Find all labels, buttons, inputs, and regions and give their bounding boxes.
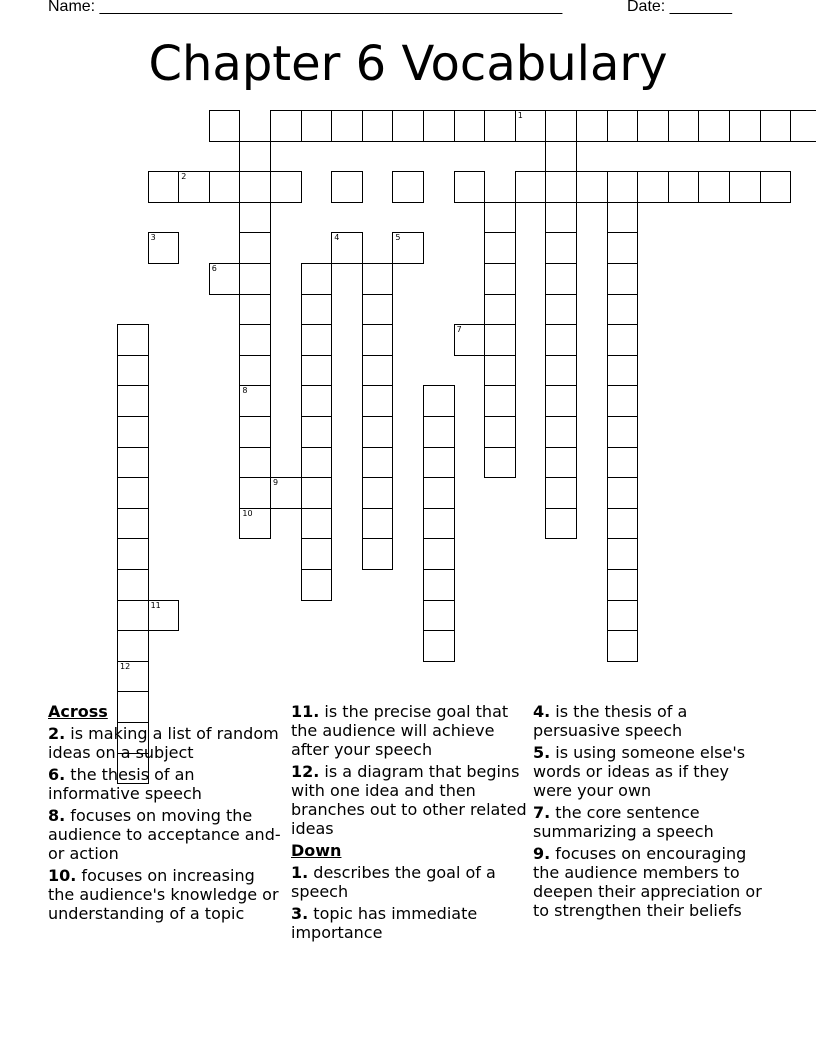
- grid-cell[interactable]: [301, 508, 333, 540]
- grid-cell[interactable]: [607, 263, 639, 295]
- grid-cell[interactable]: [362, 447, 394, 479]
- grid-cell[interactable]: [392, 171, 424, 203]
- grid-cell[interactable]: [515, 110, 547, 142]
- grid-cell[interactable]: [209, 171, 241, 203]
- grid-cell[interactable]: [607, 508, 639, 540]
- grid-cell[interactable]: [607, 110, 639, 142]
- grid-cell[interactable]: [239, 263, 271, 295]
- clue-across-8: 8. focuses on moving the audience to acceptance and-or action: [48, 806, 281, 863]
- grid-cell[interactable]: [301, 385, 333, 417]
- grid-cell[interactable]: [454, 110, 486, 142]
- clue-number: 7: [456, 325, 462, 335]
- grid-cell[interactable]: [607, 600, 639, 632]
- grid-cell[interactable]: [698, 171, 730, 203]
- grid-cell[interactable]: [545, 477, 577, 509]
- grid-cell[interactable]: [423, 477, 455, 509]
- grid-cell[interactable]: [545, 294, 577, 326]
- grid-cell[interactable]: [301, 538, 333, 570]
- grid-cell[interactable]: [423, 538, 455, 570]
- down-heading: Down: [291, 841, 342, 860]
- grid-cell[interactable]: [454, 171, 486, 203]
- grid-cell[interactable]: [760, 171, 792, 203]
- clue-down-1: 1. describes the goal of a speech: [291, 863, 496, 901]
- grid-cell[interactable]: [117, 385, 149, 417]
- grid-cell[interactable]: [392, 232, 424, 264]
- grid-cell[interactable]: [729, 110, 761, 142]
- clue-down-7: 7. the core sentence summarizing a speech: [533, 803, 714, 841]
- clue-number: 8: [242, 386, 248, 396]
- grid-cell[interactable]: [239, 294, 271, 326]
- grid-cell[interactable]: [362, 416, 394, 448]
- grid-cell[interactable]: [148, 171, 180, 203]
- clue-down-9: 9. focuses on encouraging the audience members to deepen their appreciation or to strengthen their beliefs: [533, 844, 762, 920]
- clue-across-6: 6. the thesis of an informative speech: [48, 765, 202, 803]
- grid-cell[interactable]: [484, 294, 516, 326]
- grid-cell[interactable]: [484, 355, 516, 387]
- grid-cell[interactable]: [545, 416, 577, 448]
- clue-down-4: 4. is the thesis of a persuasive speech: [533, 702, 688, 740]
- grid-cell[interactable]: [484, 263, 516, 295]
- grid-cell[interactable]: [607, 538, 639, 570]
- grid-cell[interactable]: [607, 416, 639, 448]
- grid-cell[interactable]: [362, 477, 394, 509]
- clue-number: 6: [211, 264, 217, 273]
- clue-column-1: [48, 702, 284, 926]
- clue-number: 3: [150, 233, 156, 243]
- grid-cell[interactable]: [607, 447, 639, 479]
- grid-cell[interactable]: [545, 447, 577, 479]
- grid-cell[interactable]: [545, 263, 577, 295]
- grid-cell[interactable]: [117, 416, 149, 448]
- grid-cell[interactable]: [117, 447, 149, 479]
- grid-cell[interactable]: [423, 508, 455, 540]
- grid-cell[interactable]: [239, 355, 271, 387]
- grid-cell[interactable]: [270, 477, 302, 509]
- grid-cell[interactable]: [607, 232, 639, 264]
- grid-cell[interactable]: [423, 569, 455, 601]
- clue-number: 4: [334, 233, 340, 243]
- grid-cell[interactable]: [576, 171, 608, 203]
- grid-cell[interactable]: [607, 569, 639, 601]
- clue-down-3: 3. topic has immediate importance: [291, 904, 478, 942]
- grid-cell[interactable]: [637, 110, 669, 142]
- clue-down-5: 5. is using someone else's words or ideas as if they were your own: [533, 743, 746, 800]
- clue-number: 2: [181, 172, 187, 182]
- grid-cell[interactable]: [239, 171, 271, 203]
- clue-number: 1: [517, 111, 523, 120]
- grid-cell[interactable]: [117, 661, 149, 693]
- grid-cell[interactable]: [362, 538, 394, 570]
- grid-cell[interactable]: [239, 232, 271, 264]
- grid-cell[interactable]: [790, 110, 816, 142]
- clue-number: 9: [273, 478, 279, 488]
- clue-across-12: 12. is a diagram that begins with one idea and then branches out to other related ideas: [291, 762, 527, 838]
- clue-across-2: 2. is making a list of random ideas on a subject: [48, 724, 279, 762]
- grid-cell[interactable]: [148, 232, 180, 264]
- grid-cell[interactable]: [209, 110, 241, 142]
- grid-cell[interactable]: [698, 110, 730, 142]
- grid-cell[interactable]: [637, 171, 669, 203]
- grid-cell[interactable]: [545, 141, 577, 173]
- grid-cell[interactable]: [239, 447, 271, 479]
- grid-cell[interactable]: [331, 110, 363, 142]
- grid-cell[interactable]: [117, 630, 149, 662]
- grid-cell[interactable]: [117, 324, 149, 356]
- grid-cell[interactable]: [239, 202, 271, 234]
- grid-cell[interactable]: [362, 385, 394, 417]
- grid-cell[interactable]: [270, 171, 302, 203]
- grid-cell[interactable]: [301, 110, 333, 142]
- clue-number: 10: [242, 508, 253, 518]
- date-field: Date: _______: [627, 0, 732, 15]
- grid-cell[interactable]: [239, 477, 271, 509]
- grid-cell[interactable]: [668, 110, 700, 142]
- grid-cell[interactable]: [607, 630, 639, 662]
- grid-cell[interactable]: [484, 385, 516, 417]
- grid-cell[interactable]: [117, 538, 149, 570]
- grid-cell[interactable]: [545, 171, 577, 203]
- grid-cell[interactable]: [484, 202, 516, 234]
- clue-column-2: [291, 702, 527, 945]
- clue-across-11: 11. is the precise goal that the audience will achieve after your speech: [291, 702, 509, 759]
- clue-number: 12: [120, 661, 131, 671]
- grid-cell[interactable]: [117, 477, 149, 509]
- grid-cell[interactable]: [392, 110, 424, 142]
- grid-cell[interactable]: [301, 324, 333, 356]
- grid-cell[interactable]: [117, 355, 149, 387]
- grid-cell[interactable]: [362, 324, 394, 356]
- grid-cell[interactable]: [209, 263, 241, 295]
- grid-cell[interactable]: [545, 508, 577, 540]
- grid-cell[interactable]: [270, 110, 302, 142]
- grid-cell[interactable]: [760, 110, 792, 142]
- grid-cell[interactable]: [484, 232, 516, 264]
- grid-cell[interactable]: [454, 324, 486, 356]
- grid-cell[interactable]: [301, 263, 333, 295]
- grid-cell[interactable]: [607, 324, 639, 356]
- grid-cell[interactable]: [423, 447, 455, 479]
- grid-cell[interactable]: [545, 202, 577, 234]
- grid-cell[interactable]: [423, 110, 455, 142]
- grid-cell[interactable]: [239, 508, 271, 540]
- grid-cell[interactable]: [239, 141, 271, 173]
- grid-cell[interactable]: [668, 171, 700, 203]
- grid-cell[interactable]: [423, 385, 455, 417]
- grid-cell[interactable]: [484, 324, 516, 356]
- grid-cell[interactable]: [576, 110, 608, 142]
- grid-cell[interactable]: [545, 355, 577, 387]
- grid-cell[interactable]: [117, 508, 149, 540]
- grid-cell[interactable]: [239, 324, 271, 356]
- grid-cell[interactable]: [423, 600, 455, 632]
- grid-cell[interactable]: [239, 416, 271, 448]
- grid-cell[interactable]: [301, 447, 333, 479]
- grid-cell[interactable]: [607, 385, 639, 417]
- grid-cell[interactable]: [362, 110, 394, 142]
- grid-cell[interactable]: [607, 477, 639, 509]
- across-heading: Across: [48, 702, 108, 721]
- grid-cell[interactable]: [729, 171, 761, 203]
- grid-cell[interactable]: [178, 171, 210, 203]
- grid-cell[interactable]: [301, 569, 333, 601]
- grid-cell[interactable]: [545, 110, 577, 142]
- grid-cell[interactable]: [607, 202, 639, 234]
- grid-cell[interactable]: [117, 569, 149, 601]
- grid-cell[interactable]: [484, 416, 516, 448]
- grid-cell[interactable]: [148, 600, 180, 632]
- grid-cell[interactable]: [362, 263, 394, 295]
- grid-cell[interactable]: [362, 294, 394, 326]
- grid-cell[interactable]: [607, 294, 639, 326]
- grid-cell[interactable]: [423, 416, 455, 448]
- grid-cell[interactable]: [423, 630, 455, 662]
- grid-cell[interactable]: [484, 447, 516, 479]
- clue-across-10: 10. focuses on increasing the audience's knowledge or understanding of a topic: [48, 866, 279, 923]
- grid-cell[interactable]: [545, 232, 577, 264]
- grid-cell[interactable]: [239, 385, 271, 417]
- grid-cell[interactable]: [301, 355, 333, 387]
- grid-cell[interactable]: [362, 508, 394, 540]
- grid-cell[interactable]: [607, 171, 639, 203]
- grid-cell[interactable]: [331, 171, 363, 203]
- grid-cell[interactable]: [301, 294, 333, 326]
- grid-cell[interactable]: [545, 385, 577, 417]
- page-title: Chapter 6 Vocabulary: [148, 36, 668, 92]
- grid-cell[interactable]: [515, 171, 547, 203]
- clue-number: 5: [395, 233, 401, 243]
- grid-cell[interactable]: [117, 600, 149, 632]
- name-field: Name: ____________________________________________________: [48, 0, 563, 15]
- grid-cell[interactable]: [362, 355, 394, 387]
- grid-cell[interactable]: [545, 324, 577, 356]
- grid-cell[interactable]: [331, 232, 363, 264]
- grid-cell[interactable]: [301, 477, 333, 509]
- clue-column-3: [533, 702, 769, 923]
- clue-number: 11: [150, 600, 161, 610]
- grid-cell[interactable]: [301, 416, 333, 448]
- grid-cell[interactable]: [607, 355, 639, 387]
- grid-cell[interactable]: [484, 110, 516, 142]
